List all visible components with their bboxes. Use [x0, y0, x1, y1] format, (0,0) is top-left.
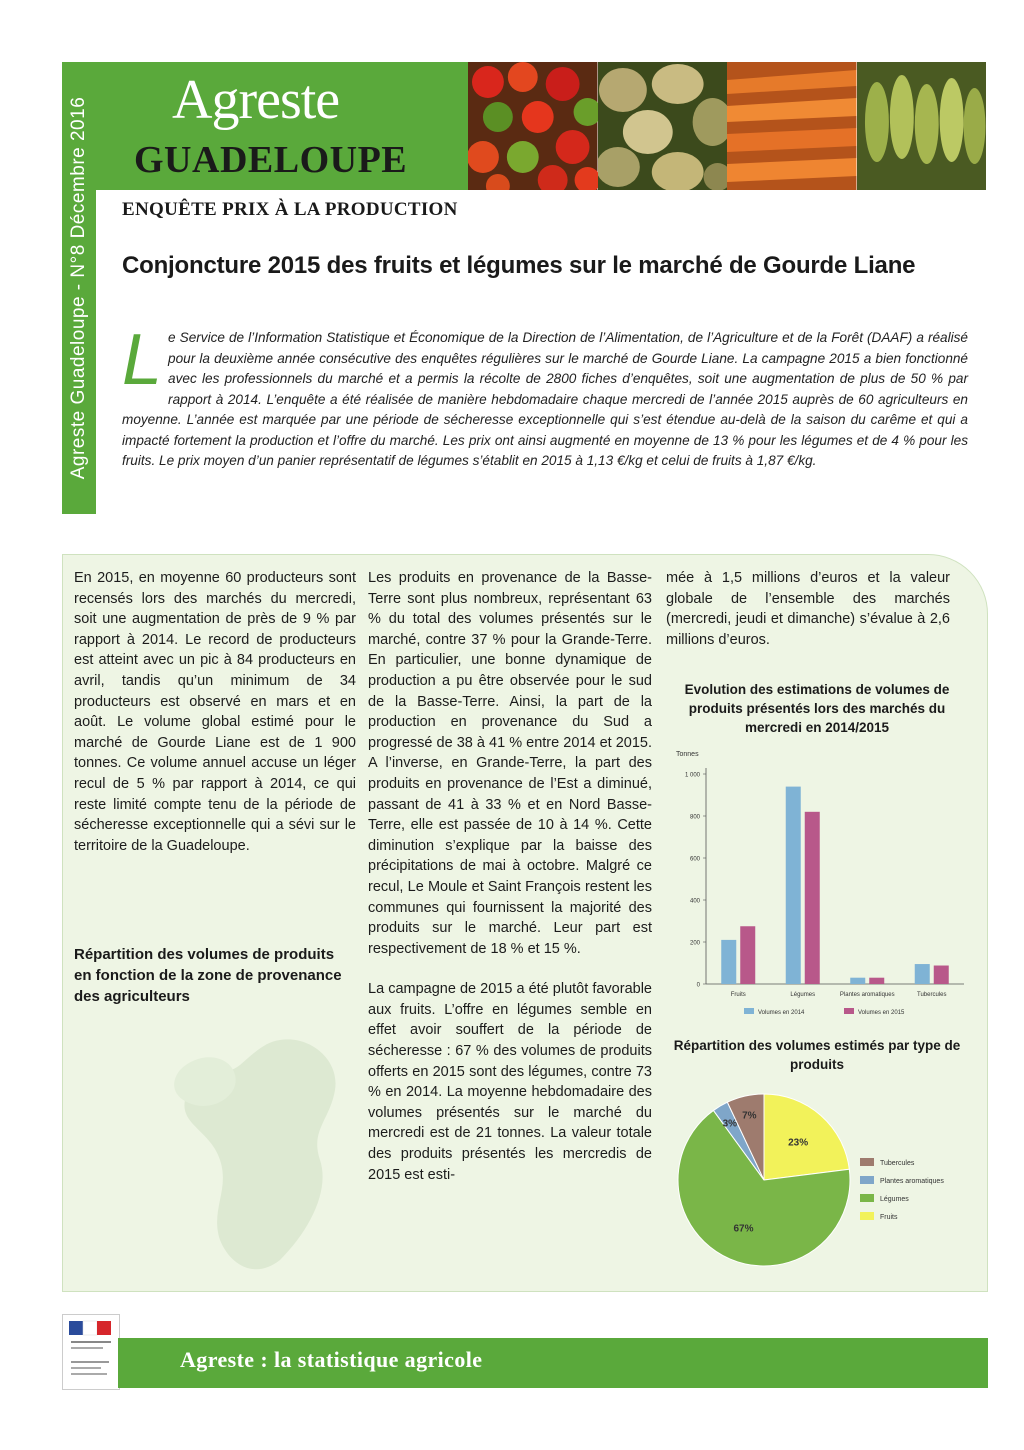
x-tick-label: Légumes: [790, 992, 816, 998]
body-paragraph: La campagne de 2015 a été plutôt favorable aux fruits. L’offre en légumes semble en effet avoir souffert de la période de sécheresse : 67 % des volumes de produits offerts en 2015 sont des légumes, contre 73 % en 2014. La moyenne hebdomadaire des volumes présentés sur le marché du mercredi est de 21 tonnes. La valeur totale des produits présentés les mercredis de 2015 est esti-: [368, 981, 652, 1183]
legend-label: Plantes aromatiques: [880, 1178, 944, 1185]
pie-chart-title: Répartition des volumes estimés par type de produits: [673, 1038, 961, 1072]
legend-label: Fruits: [880, 1214, 898, 1221]
issue-label: Agreste Guadeloupe - N°8 Décembre 2016: [68, 96, 89, 480]
legend-label: Tubercules: [880, 1160, 915, 1167]
legend-swatch: [744, 1008, 754, 1014]
slice-value-label: 7%: [742, 1110, 757, 1122]
body-paragraph: Les produits en provenance de la Basse-Terre sont plus nombreux, représentant 63 % du total des volumes présentés sur le marché, contre 37 % pour la Grande-Terre. En particulier, une bonne dynamique de production a pu être observée pour le sud de la Basse-Terre. Ainsi, la part de la production en provenance du Sud a progressé de 38 à 41 % entre 2014 et 2015. A l’inverse, en Grande-Terre, la part des produits en provenance de l’Est a diminué, passant de 41 à 33 % et en Nord Basse-Terre, elle est passée de 10 à 14 %. Cette diminution s’explique par la baisse des précipitations de mai à octobre. Malgré ce recul, Le Moule et Saint François restent les communes qui fournissent la majorité des produits sur le marché. Leur part est respectivement de 18 % et 15 %.: [368, 570, 652, 957]
y-tick-label: 1 000: [684, 772, 700, 779]
legend-swatch: [860, 1194, 874, 1202]
peppers-photo: [468, 62, 598, 190]
legend-label: Volumes en 2014: [758, 1010, 805, 1016]
y-tick-label: 200: [689, 940, 700, 947]
y-tick-label: 400: [689, 898, 700, 905]
bar-1-2: [786, 787, 801, 984]
bar-2-2: [805, 812, 820, 984]
guadeloupe-map: [160, 1030, 370, 1280]
dropcap: L: [122, 320, 163, 400]
bar-2-4: [934, 966, 949, 984]
legend-swatch: [860, 1158, 874, 1166]
brand-logo: Agreste: [172, 69, 340, 131]
physalis-photo: [598, 62, 728, 190]
bar-chart: [664, 742, 974, 1024]
bar-1-4: [915, 964, 930, 984]
legend-swatch: [860, 1212, 874, 1220]
slice-value-label: 3%: [722, 1118, 738, 1130]
y-tick-label: 0: [696, 982, 700, 989]
survey-label: ENQUÊTE PRIX À LA PRODUCTION: [122, 199, 458, 220]
y-tick-label: 800: [689, 814, 700, 821]
article-title: Conjoncture 2015 des fruits et légumes sur le marché de Gourde Liane: [122, 252, 916, 279]
legend-label: Légumes: [880, 1196, 909, 1203]
footer-text: Agreste : la statistique agricole: [180, 1347, 483, 1372]
bar-2-3: [869, 978, 884, 984]
slice-value-label: 67%: [733, 1223, 754, 1235]
header-block: [96, 62, 468, 190]
body-column-2: [368, 568, 652, 1185]
bar-1-1: [721, 940, 736, 984]
map-title: Répartition des volumes de produits en fonction de la zone de provenance des agriculteurs: [74, 946, 342, 1005]
legend-label: Volumes en 2015: [858, 1010, 905, 1016]
bar-1-3: [850, 978, 865, 984]
body-paragraph: En 2015, en moyenne 60 producteurs sont recensés lors des marchés du mercredi, soit une augmentation de près de 9 % par rapport à 2014. Le record de producteurs est atteint avec un pic à 84 producteurs en avril, tandis qu’un minimum de 34 producteurs est observé en mars et en août. Le volume global estimé pour le marché de Gourde Liane est de 1 900 tonnes. Ce volume annuel accuse un léger recul de 5 % par rapport à 2014, ce qui reste limité compte tenu de la période de sécheresse exceptionnelle qui a sévi sur le territoire de la Guadeloupe.: [74, 570, 356, 854]
intro-paragraph: [122, 320, 968, 472]
region-name: GUADELOUPE: [134, 139, 408, 181]
bar-2-1: [740, 926, 755, 984]
slice-value-label: 23%: [788, 1137, 809, 1149]
legend-swatch: [860, 1176, 874, 1184]
x-tick-label: Fruits: [730, 992, 746, 998]
bar-chart-title: Evolution des estimations de volumes de produits présentés lors des marchés du mercredi en 2014/2015: [684, 682, 950, 735]
legend-swatch: [844, 1008, 854, 1014]
y-tick-label: 600: [689, 856, 700, 863]
intro-text: e Service de l’Information Statistique et Économique de la Direction de l’Alimentation, de l’Agriculture et de la Forêt (DAAF) a réalisé pour la deuxième année consécutive des enquêtes régulières sur le marché de Gourde Liane. La campagne 2015 a bien fonctionné avec les professionnels du marché et a permis la récolte de 2800 fiches d’enquêtes, soit une augmentation de plus de 50 % par rapport à 2014. L’enquête a été réalisée de manière hebdomadaire chaque mercredi de l’année 2015 auprès de 60 agriculteurs en moyenne. L’année est marquée par une période de sécheresse exceptionnelle qui s’est étendue au-delà de la saison du carême et qui a impacté fortement la production et l’offre du marché. Les prix ont ainsi augmenté en moyenne de 13 % pour les légumes et de 4 % pour les fruits. Le prix moyen d’un panier représentatif de légumes s’établit en 2015 à 1,13 €/kg et celui de fruits à 1,87 €/kg.: [122, 330, 968, 468]
carrots-photo: [727, 62, 857, 190]
side-band: [62, 62, 96, 514]
footer-band: [118, 1338, 988, 1388]
x-tick-label: Plantes aromatiques: [839, 992, 895, 998]
body-paragraph: mée à 1,5 millions d’euros et la valeur globale de l’ensemble des marchés (mercredi, jeudi et dimanche) s’évalue à 2,6 millions d’euros.: [666, 570, 950, 648]
government-logo: [62, 1314, 120, 1390]
x-tick-label: Tubercules: [917, 992, 947, 998]
pie-chart: [664, 1080, 984, 1270]
y-axis-label: Tonnes: [676, 751, 699, 758]
bananas-photo: [857, 62, 987, 190]
body-column-1: [74, 568, 356, 856]
banner-images: [468, 62, 986, 190]
body-column-3: [666, 568, 950, 650]
